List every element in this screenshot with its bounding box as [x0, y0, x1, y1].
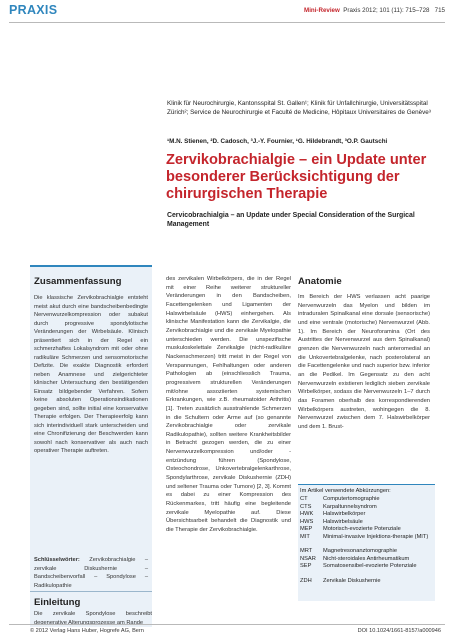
article-subtitle: Cervicobrachialgia – an Update under Special Consideration of the Surgical Management — [167, 212, 415, 228]
summary-text: Die klassische Zervikobrachialgie entsteht meist akut durch eine bandscheibenbedingte Nervenwurzelkompression oder subakut durch progressive spondylotische Veränderungen der Wirbelsäule. Klinisch präsentiert sich in der Regel ein schmerzhaftes Lokalsyndrom mit oder ohne radikuläre Schmerzen und sensomotorische Defizite. Die exakte Diagnostik erfordert neben Anamnese und zielgerichteter klinischer Untersuchung den bestätigenden Einsatz bildgebender Verfahren. Sofern keine absoluten Operationsindikationen gegeben sind, sollte initial eine konservative Therapie erfolgen. Der Therapieerfolg kann sich interindividuell stark unterscheiden und eine Chronifizierung der Beschwerden kann sowohl nach konservativer als auch nach operativer Therapie auftreten. — [34, 295, 148, 454]
sidebar-top-rule — [30, 265, 152, 267]
article-type: Mini-Review — [304, 7, 340, 14]
copyright: © 2012 Verlag Hans Huber, Hogrefe AG, Bern — [30, 628, 144, 634]
authors: ¹M.N. Stienen, ²D. Cadosch, ³J.-Y. Fournier, ¹G. Hildebrandt, ³O.P. Gautschi — [167, 138, 388, 145]
section-label: PRAXIS — [9, 3, 58, 17]
abbreviations-box — [298, 484, 435, 601]
keywords-label: Schlüsselwörter: — [34, 557, 80, 563]
header-citation — [304, 7, 445, 14]
article-title: Zervikobrachialgie – ein Update unter besonderer Berücksichtigung der chirurgischen Therapie — [166, 152, 427, 202]
header-divider — [9, 22, 445, 23]
intro-heading: Einleitung — [34, 597, 81, 608]
footer-divider — [9, 624, 445, 625]
keywords — [34, 556, 148, 590]
abbr-row: MEP Motorisch-evozierte Potenziale — [300, 526, 401, 532]
abbr-row: MIT Minimal-invasive Injektions-therapie (MIT) — [300, 533, 429, 540]
summary-sidebar — [30, 265, 152, 627]
doi-link[interactable]: DOI 10.1024/1661-8157/a000946 — [357, 628, 441, 634]
sidebar-divider — [30, 591, 152, 592]
abbr-row: MRT Magnetresonanztomographie — [300, 548, 397, 554]
page-number: 715 — [434, 7, 445, 14]
summary-heading: Zusammenfassung — [34, 276, 122, 287]
abbr-row: HWK Halswirbelkörper — [300, 511, 366, 517]
abbr-row: SEP Somatosensibel-evozierte Potenziale — [300, 563, 417, 569]
page-header — [0, 0, 453, 22]
abbr-row: HWS Halswirbelsäule — [300, 518, 363, 525]
body-column-2: des zervikalen Wirbelkörpers, die in der Regel mit einer Reihe weiterer struktureller Veränderungen in den Bandscheiben, Facettengelenken und Ligamenten der Halswirbelsäule (HWS) einhergehen. Als klinische Manifestation kann die Zervikalgie, die Zervikobrachialgie und die zervikale Myelopathie unterschieden werden. Die unspezifische muskuloskelettale Zervikalgie (nicht-radikuläre Nackenschmerzen) tritt meist in der Regel von Verspannungen, Fehlhaltungen oder anderen Pathologien ab (einschliesslich Trauma, progressivem strukturellen Veränderungen mit/ohne assoziierten systemischen Erkrankungen, wie z.B. rheumatoider Arthritis) [1]. Treten zusätzlich ausstrahlende Schmerzen in die Schultern oder Arme auf (so genannte Zervikobrachialgie oder zervikale Radikulopathie), sollten weitere Krankheitsbilder in Betracht gezogen werden, die zu einer Nervenwurzelkompression und/oder -entzündung führen (Spondylose, Osteochondrose, Unkovertebralgelenkarthrose, Spondylarthrose, zervikale Diskushernie (ZDH) und seltener Trauma oder Tumore) [2, 3]. Kommt es dabei zu einer Kompression des Rückenmarkes, tritt häufig eine begleitende zervikale Myelopathie auf. Diese Übersichtsarbeit behandelt die Diagnostik und die Therapie der Zervikobrachialgie. — [166, 276, 291, 534]
keywords-text: Zervikobrachialgie – zervikale Diskushernie – Bandscheibenvorfall – Spondylose – Radikulopathie — [34, 557, 148, 589]
abbr-row: NSAR Nicht-steroidales Antirheumatikum — [300, 555, 410, 562]
anatomy-heading: Anatomie — [298, 276, 342, 287]
intro-text: Die zervikale Spondylose beschreibt degenerative Alterungsprozesse am Rande — [34, 611, 152, 626]
abbr-row: CT Computertomographie — [300, 496, 380, 502]
affiliations: Klinik für Neurochirurgie, Kantonsspital St. Gallen¹; Klinik für Unfallchirurgie, Universitätsspital Zürich²; Service de Neurochirurgie et Faculté de Medicine, Hôpitaux Universitaires de Genève³ — [167, 100, 431, 116]
abbr-row: CTS Karpaltunnelsyndrom — [300, 503, 377, 510]
abbreviations-title: Im Artikel verwendete Abkürzungen: — [300, 488, 391, 494]
citation: Praxis 2012; 101 (11): 715–728 — [343, 7, 430, 14]
anatomy-text: Im Bereich der HWS verlassen acht paarige Nervenwurzeln das Myelon und bilden im intraduralen Spinalkanal eine dorsale (sensorische) und eine ventrale (motorische) Nervenwurzel (Abb. 1). Im Bereich der Neuroforamina (Ort des Austrittes der Nervenwurzel aus dem Spinalkanal) grenzen die Nervenwurzeln nach anteromedial an die Unkovertebralgelenke, nach posterolateral an die Facettengelenke und nach superior bzw. inferior an die Pedikel. Im Gegensatz zu den acht Nervenwurzeln existieren lediglich sieben zervikale Wirbelkörper, sodass die Nervenwurzeln 1–7 durch das Foramen oberhalb des korrespondierenden Wirbelkörpers austreten, wohingegen die 8. Nervenwurzel zwischen dem 7. Halswirbelkörper und dem 1. Brust- — [298, 294, 430, 430]
abbr-row: ZDH Zervikale Diskushernie — [300, 577, 381, 584]
